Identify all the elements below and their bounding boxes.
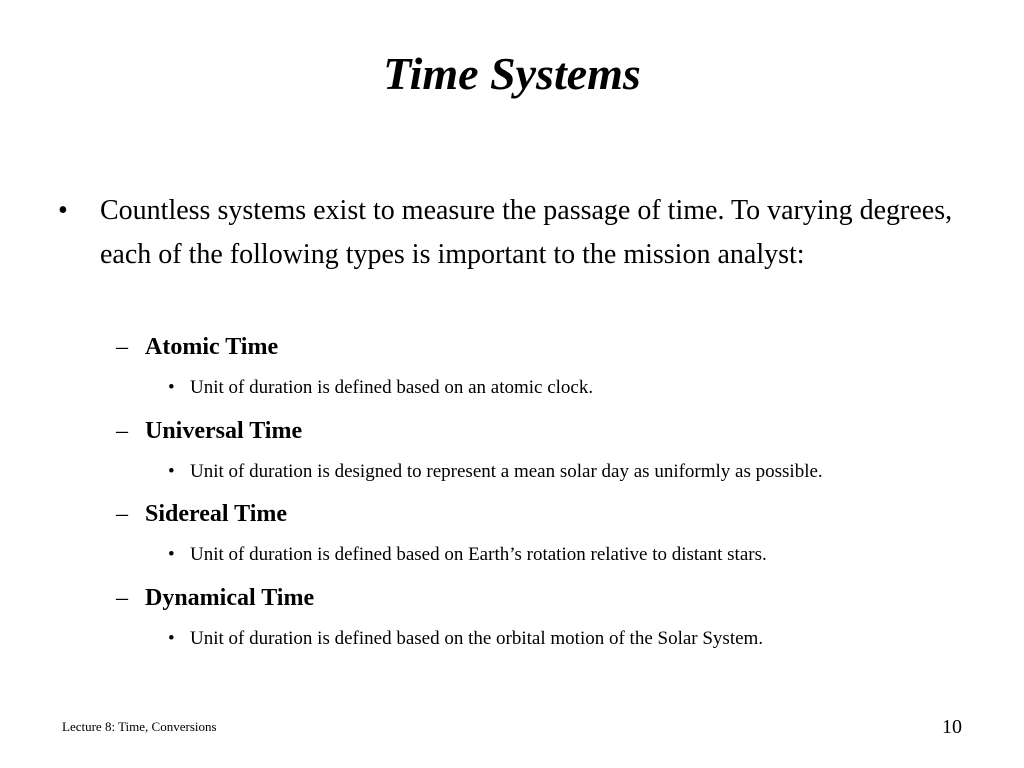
item-heading-sidereal-time: Sidereal Time (145, 501, 288, 527)
item-bullet-sidereal: • (168, 544, 175, 565)
item-dash-atomic: – (116, 334, 128, 360)
item-bullet-atomic: • (168, 377, 175, 398)
page-number: 10 (942, 716, 962, 738)
item-detail-atomic-time: Unit of duration is defined based on an atomic clock. (190, 377, 594, 398)
intro-bullet: • (58, 195, 68, 226)
item-dash-sidereal: – (116, 501, 128, 527)
footer-lecture-label: Lecture 8: Time, Conversions (62, 719, 217, 734)
item-dash-universal: – (116, 418, 128, 444)
item-detail-sidereal-time: Unit of duration is defined based on Earth’s rotation relative to distant stars. (190, 544, 767, 565)
item-bullet-dynamical: • (168, 628, 175, 649)
item-detail-dynamical-time: Unit of duration is defined based on the orbital motion of the Solar System. (190, 628, 764, 649)
item-heading-dynamical-time: Dynamical Time (145, 585, 315, 611)
slide-title: Time Systems (383, 48, 641, 99)
item-heading-universal-time: Universal Time (145, 418, 303, 444)
intro-text: Countless systems exist to measure the passage of time. To varying degrees, each of the following types is important to the mission analyst: (100, 195, 953, 270)
item-heading-atomic-time: Atomic Time (145, 334, 279, 360)
item-detail-universal-time: Unit of duration is designed to represent a mean solar day as uniformly as possible. (190, 461, 823, 482)
item-bullet-universal: • (168, 461, 175, 482)
item-dash-dynamical: – (116, 585, 128, 611)
